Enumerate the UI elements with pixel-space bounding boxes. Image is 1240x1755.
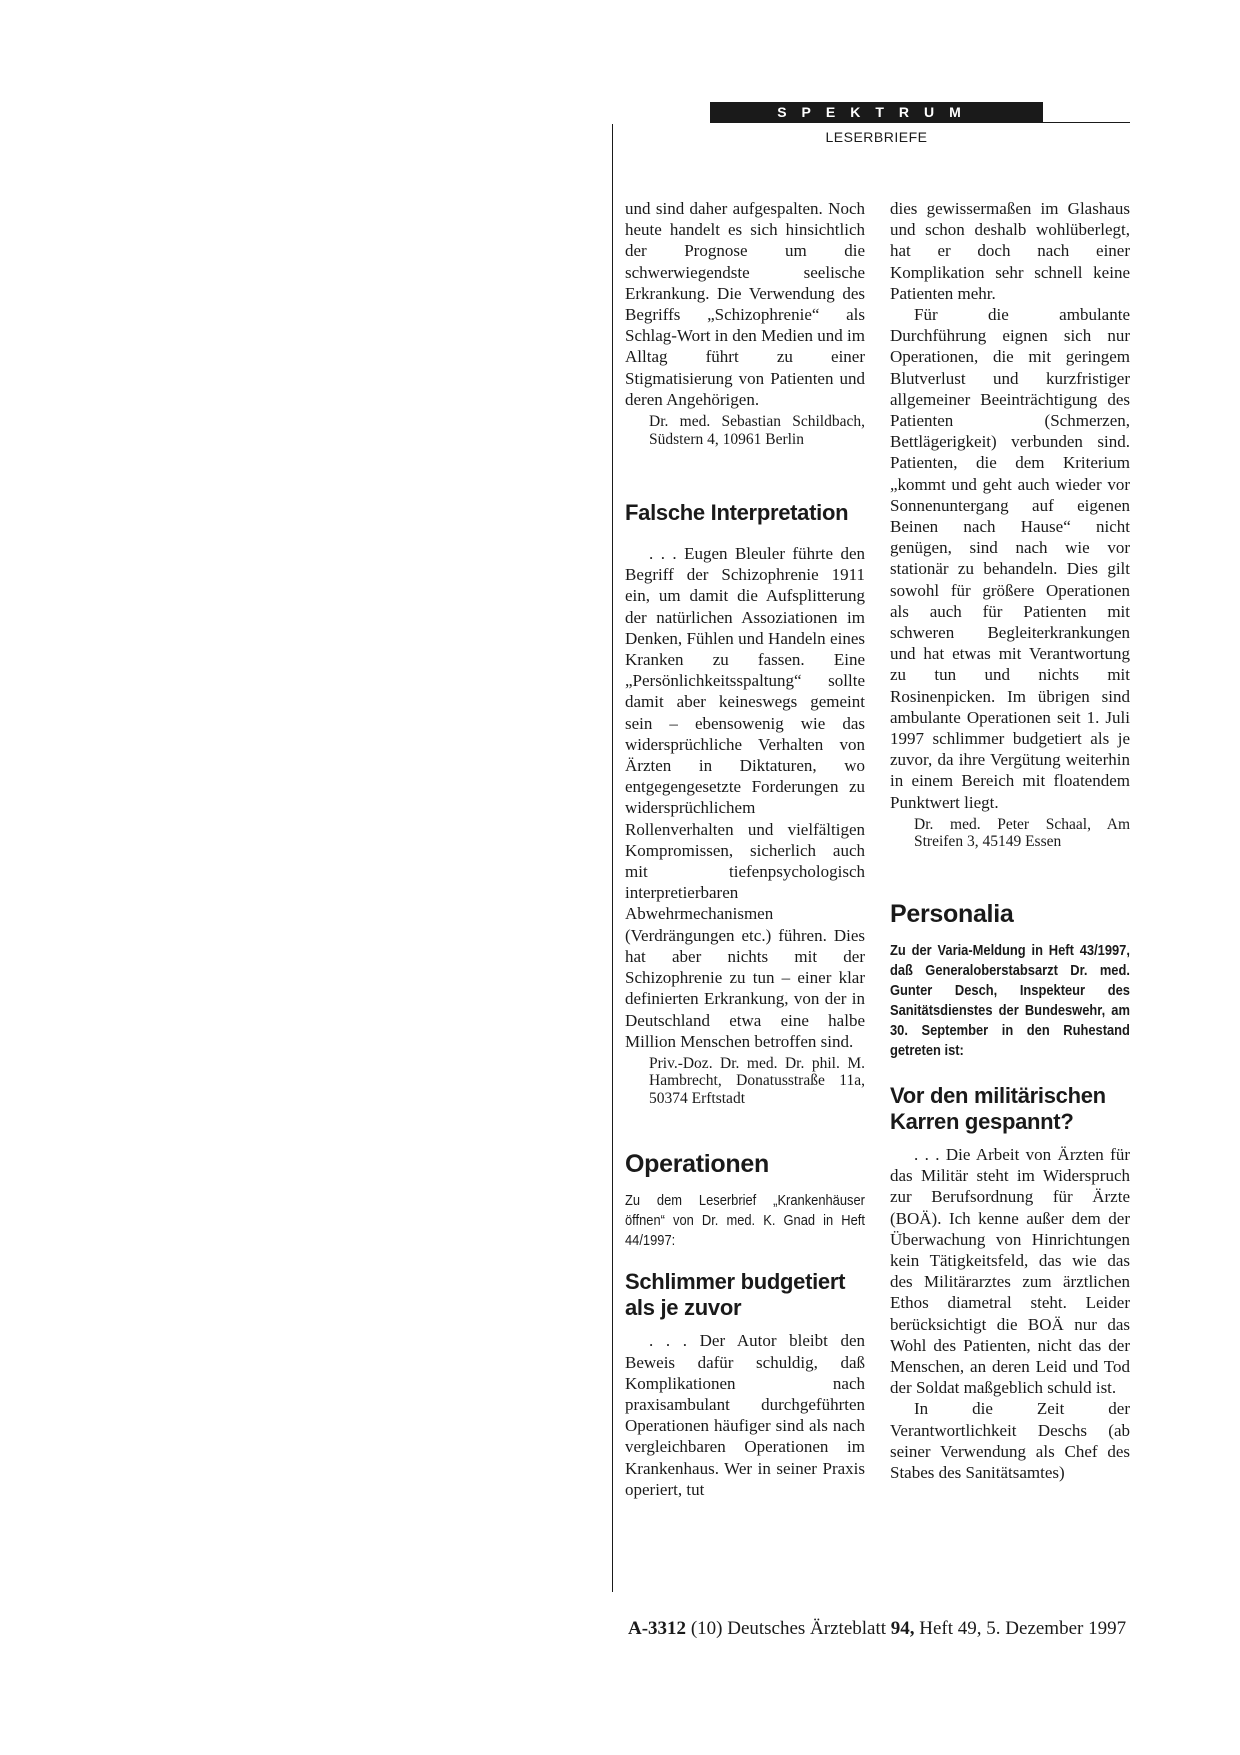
letter-signature: Dr. med. Sebastian Schildbach, Südstern 4, 10961 Berlin <box>649 413 865 448</box>
letter-body: . . . Eugen Bleuler führte den Begriff der Schizophrenie 1911 ein, um damit die Aufsplitterung der natürlichen Assoziationen im Denken, Fühlen und Handeln eines Kranken zu fassen. Eine „Persönlichkeitsspaltung“ sollte damit aber keineswegs gemeint sein – ebensowenig wie das widersprüchliche Verhalten von Ärzten in Diktaturen, wo entgegengesetzte Forderungen zu widersprüchlichem Rollenverhalten und vielfältigen Kompromissen, sicherlich auch mit tiefenpsychologisch interpretierbaren Abwehrmechanismen (Verdrängungen etc.) führen. Dies hat aber nichts mit der Schizophrenie zu tun – einer klar definierten Erkrankung, von der in Deutschland etwa eine halbe Million Menschen betroffen sind. <box>625 544 865 1051</box>
letter-heading: Vor den militärischen Karren gespannt? <box>890 1082 1106 1134</box>
section-intro: Zu der Varia-Meldung in Heft 43/1997, daß Generaloberstabsarzt Dr. med. Gunter Desch, Inspekteur des Sanitätsdienstes der Bundeswehr, am 30. September in den Ruhestand getreten ist: <box>890 941 1130 1059</box>
column-divider <box>612 124 613 1592</box>
left-column <box>625 198 865 1500</box>
letter-heading: Schlimmer budgetiert als je zuvor <box>625 1269 846 1321</box>
section-banner: SPEKTRUM <box>710 102 1043 123</box>
issue-date: Heft 49, 5. Dezember 1997 <box>919 1618 1127 1639</box>
section-subtitle: LESERBRIEFE <box>825 129 928 145</box>
volume-number: 94, <box>890 1618 915 1639</box>
letter-body: In die Zeit der Verantwortlichkeit Deschs (ab seiner Verwendung als Chef des Stabes des Sanitätsamtes) <box>890 1399 1130 1482</box>
letter-continuation: Für die ambulante Durchführung eignen sich nur Operationen, die mit geringem Blutverlust und kurzfristiger allgemeiner Beeinträchtigung des Patienten (Schmerzen, Bettlägerigkeit) verbunden sind. Patienten, die dem Kriterium „kommt und geht auch wieder vor Sonnenuntergang auf eigenen Beinen nach Hause“ nicht genügen, sind nach wie vor stationär zu behandeln. Dies gilt sowohl für größere Operationen als auch für Patienten mit schweren Begleiterkrankungen und hat etwas mit Verantwortung zu tun und nichts mit Rosinenpicken. Im übrigen sind ambulante Operationen seit 1. Juli 1997 schlimmer budgetiert als je zuvor, da ihre Vergütung weiterhin in einem Bereich mit floatendem Punktwert liegt. <box>890 305 1130 812</box>
right-column <box>890 198 1130 1483</box>
letter-signature: Dr. med. Peter Schaal, Am Streifen 3, 45149 Essen <box>914 815 1130 851</box>
section-title: Operationen <box>625 1150 769 1179</box>
journal-name: (10) Deutsches Ärzteblatt <box>690 1618 887 1639</box>
letter-continuation: und sind daher aufgespalten. Noch heute handelt es sich hinsichtlich der Prognose um die schwerwiegendste seelische Erkrankung. Die Verwendung des Begriffs „Schizophrenie“ als Schlag-Wort in den Medien und im Alltag führt zu einer Stigmatisierung von Patienten und deren Angehörigen. <box>625 199 865 409</box>
header-rule <box>1043 122 1130 123</box>
letter-signature: Priv.-Doz. Dr. med. Dr. phil. M. Hambrecht, Donatusstraße 11a, 50374 Erftstadt <box>649 1054 865 1107</box>
letter-continuation: dies gewissermaßen im Glashaus und schon deshalb wohlüberlegt, hat er doch nach einer Komplikation sehr schnell keine Patienten mehr. <box>890 199 1130 303</box>
letter-body: . . . Die Arbeit von Ärzten für das Militär steht im Widerspruch zur Berufsordnung für Ärzte (BOÄ). Ich kenne außer dem der Überwachung von Hinrichtungen kein Tätigkeitsfeld, das wie das des Militärarztes zum ärztlichen Ethos diametral steht. Leider berücksichtigt die BOÄ nur das Wohl des Patienten, nicht das der Menschen, an deren Leid und Tod der Soldat maßgeblich schuld ist. <box>890 1144 1130 1398</box>
page-footer <box>628 1618 1126 1640</box>
section-title: Personalia <box>890 899 1014 928</box>
letter-heading: Falsche Interpretation <box>625 500 849 526</box>
page-code: A-3312 <box>628 1618 687 1639</box>
letter-body: . . . Der Autor bleibt den Beweis dafür schuldig, daß Komplikationen nach praxisambulant durchgeführten Operationen häufiger sind als nach vergleichbaren Operationen im Krankenhaus. Wer in seiner Praxis operiert, tut <box>625 1331 865 1499</box>
section-intro: Zu dem Leserbrief „Krankenhäuser öffnen“ von Dr. med. K. Gnad in Heft 44/1997: <box>625 1192 865 1250</box>
